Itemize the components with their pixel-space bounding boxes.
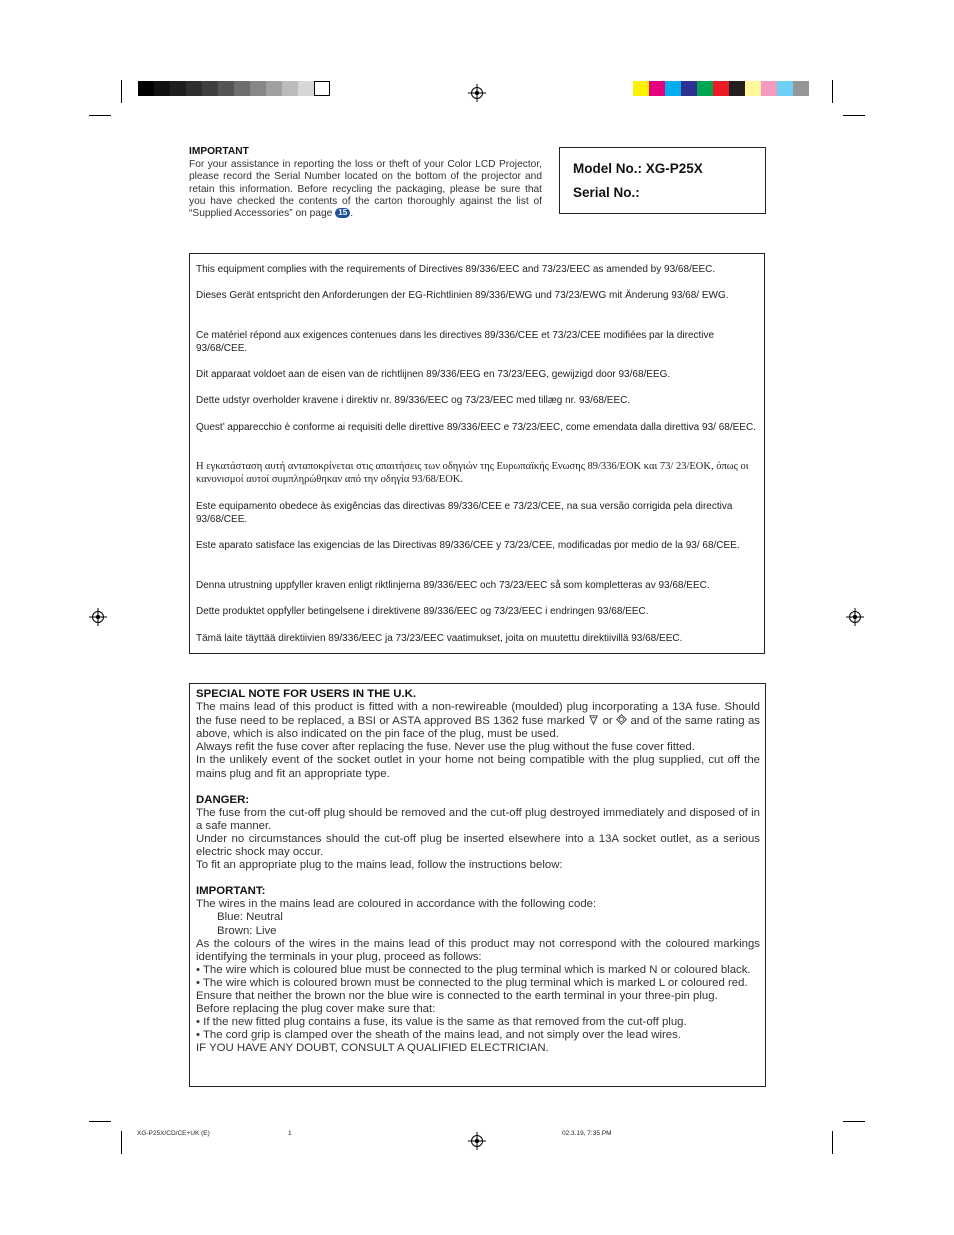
important-paragraph: Before replacing the plug cover make sure that: bbox=[196, 1003, 436, 1016]
crop-mark bbox=[89, 1121, 111, 1122]
important-heading-uk: IMPORTANT: bbox=[196, 885, 266, 898]
footer-timestamp: 02.3.19, 7:35 PM bbox=[562, 1130, 612, 1137]
color-swatch bbox=[234, 81, 250, 96]
color-swatch bbox=[138, 81, 154, 96]
color-swatch bbox=[745, 81, 761, 96]
crop-mark bbox=[832, 80, 833, 103]
bullet-item: • The wire which is coloured blue must be connected to the plug terminal which is marked N or coloured black. bbox=[196, 963, 751, 976]
color-swatch bbox=[633, 81, 649, 96]
directive-italian: Quest’ apparecchio è conforme ai requisiti delle direttive 89/336/EEC e 73/23/EEC, come emendata dalla direttiva 93/ 68/EEC. bbox=[196, 422, 756, 433]
color-swatch bbox=[266, 81, 282, 96]
wire-code-brown: Brown: Live bbox=[217, 924, 277, 937]
danger-paragraph: Under no circumstances should the cut-off plug be inserted elsewhere into a 13A socket outlet, as a serious electric shock may occur. bbox=[196, 832, 760, 859]
important-paragraph: As the colours of the wires in the mains lead of this product may not correspond with the coloured markings identifying the terminals in your plug, proceed as follows: bbox=[196, 937, 760, 963]
bsi-kitemark-icon bbox=[588, 714, 599, 725]
color-swatch bbox=[314, 81, 330, 96]
danger-heading: DANGER: bbox=[196, 793, 250, 806]
color-swatch bbox=[793, 81, 809, 96]
color-swatch bbox=[170, 81, 186, 96]
bullet-item: • The wire which is coloured brown must be connected to the plug terminal which is marked L or coloured red. bbox=[196, 976, 748, 989]
bullet-item: • The cord grip is clamped over the sheath of the mains lead, and not simply over the lead wires. bbox=[196, 1029, 681, 1042]
color-swatch bbox=[761, 81, 777, 96]
crop-mark bbox=[843, 115, 865, 116]
bullet-item: • If the new fitted plug contains a fuse, its value is the same as that removed from the cut-off plug. bbox=[196, 1016, 687, 1029]
important-paragraph: The wires in the mains lead are coloured in accordance with the following code: bbox=[196, 898, 597, 911]
crop-mark bbox=[89, 115, 111, 116]
footer-page-number: 1 bbox=[288, 1130, 292, 1137]
directive-greek: Η εγκατάσταση αυτή ανταποκρίνεται στις απαιτήσεις των οδηγιών της Ευρωπαϊκής Ενωσης 89/336/ΕΟΚ και 73/ 23/ΕΟΚ, όπως οι κανονισμοί αυτοί συμπληρώθηκαν από την οδηγία 93/68/ΕΟΚ. bbox=[196, 461, 749, 485]
color-swatch bbox=[729, 81, 745, 96]
color-swatch bbox=[777, 81, 793, 96]
important-text: For your assistance in reporting the loss or theft of your Color LCD Projector, please record the Serial Number located on the bottom of the projector and retain this information. Before recycling the packaging, please be sure that you have checked the contents of the carton thoroughly against the list of “Supplied Accessories” on page 15 . bbox=[189, 159, 542, 220]
color-swatch bbox=[649, 81, 665, 96]
uk-paragraph: The mains lead of this product is fitted with a non-rewireable (moulded) plug incorporating a 13A fuse. Should the fuse need to be replaced, a BSI or ASTA approved BS 1362 fuse marked or and of the same rating as above, which is also indicated on the pin face of the plug, must be used. bbox=[196, 701, 761, 741]
directive-swedish: Denna utrustning uppfyller kraven enligt riktlinjerna 89/336/EEC och 73/23/EEC så som kompletteras av 93/68/EEC. bbox=[196, 580, 710, 591]
color-swatch bbox=[298, 81, 314, 96]
color-swatch bbox=[154, 81, 170, 96]
page-reference-badge: 15 bbox=[335, 208, 350, 218]
asta-mark-icon bbox=[616, 714, 627, 725]
directive-english: This equipment complies with the requirements of Directives 89/336/EEC and 73/23/EEC as amended by 93/68/EEC. bbox=[196, 264, 716, 275]
registration-mark-icon bbox=[846, 608, 864, 626]
final-warning: IF YOU HAVE ANY DOUBT, CONSULT A QUALIFIED ELECTRICIAN. bbox=[196, 1042, 549, 1055]
color-swatch bbox=[697, 81, 713, 96]
color-swatch bbox=[665, 81, 681, 96]
crop-mark bbox=[843, 1121, 865, 1122]
ce-directives-box bbox=[189, 253, 765, 654]
crop-mark bbox=[832, 1131, 833, 1154]
directive-german: Dieses Gerät entspricht den Anforderungen der EG-Richtlinien 89/336/EWG und 73/23/EWG mit Änderung 93/68/ EWG. bbox=[196, 290, 729, 301]
color-swatch bbox=[713, 81, 729, 96]
danger-paragraph: The fuse from the cut-off plug should be removed and the cut-off plug destroyed immediately and disposed of in a safe manner. bbox=[196, 806, 760, 832]
directive-finnish: Tämä laite täyttää direktiivien 89/336/EEC ja 73/23/EEC vaatimukset, joita on muutettu direktiivillä 93/68/EEC. bbox=[196, 633, 683, 644]
crop-mark bbox=[121, 80, 122, 103]
wire-code-blue: Blue: Neutral bbox=[217, 911, 283, 924]
crop-mark bbox=[121, 1131, 122, 1154]
serial-number: Serial No.: bbox=[573, 185, 640, 200]
directive-portuguese: Este equipamento obedece às exigências das directivas 89/336/CEE e 73/23/CEE, na sua versão corrigida pela directiva 93/68/CEE. bbox=[196, 501, 733, 525]
color-swatch bbox=[202, 81, 218, 96]
color-swatch bbox=[681, 81, 697, 96]
directive-dutch: Dit apparaat voldoet aan de eisen van de richtlijnen 89/336/EEG en 73/23/EEG, gewijzigd door 93/68/EEG. bbox=[196, 369, 671, 380]
directive-danish: Dette udstyr overholder kravene i direktiv nr. 89/336/EEC og 73/23/EEC med tillæg nr. 93/68/EEC. bbox=[196, 395, 631, 406]
color-swatch bbox=[250, 81, 266, 96]
model-number: Model No.: XG-P25X bbox=[573, 161, 703, 176]
color-swatch bbox=[282, 81, 298, 96]
registration-mark-icon bbox=[468, 1132, 486, 1150]
directive-norwegian: Dette produktet oppfyller betingelsene i direktivene 89/336/EEC og 73/23/EEC i endringen 93/68/EEC. bbox=[196, 606, 649, 617]
important-heading: IMPORTANT bbox=[189, 146, 249, 157]
registration-mark-icon bbox=[468, 84, 486, 102]
model-serial-box bbox=[559, 147, 766, 214]
color-calibration-bar bbox=[633, 81, 809, 96]
footer-filename: XG-P25X/CD/CE+UK (E) bbox=[137, 1130, 210, 1137]
registration-mark-icon bbox=[89, 608, 107, 626]
grayscale-bar bbox=[138, 81, 330, 96]
color-swatch bbox=[186, 81, 202, 96]
uk-paragraph: In the unlikely event of the socket outlet in your home not being compatible with the plug supplied, cut off the mains plug and fit an appropriate type. bbox=[196, 754, 760, 780]
danger-paragraph: To fit an appropriate plug to the mains lead, follow the instructions below: bbox=[196, 859, 563, 872]
important-paragraph: Ensure that neither the brown nor the blue wire is connected to the earth terminal in your three-pin plug. bbox=[196, 989, 718, 1002]
uk-special-note-box bbox=[189, 683, 766, 1087]
directive-french: Ce matériel répond aux exigences contenues dans les directives 89/336/CEE et 73/23/CEE modifiées par la directive 93/68/CEE. bbox=[196, 330, 715, 354]
important-note bbox=[189, 146, 542, 220]
uk-heading: SPECIAL NOTE FOR USERS IN THE U.K. bbox=[196, 688, 417, 700]
directive-spanish: Este aparato satisface las exigencias de las Directivas 89/336/CEE y 73/23/CEE, modificadas por medio de la 93/ 68/CEE. bbox=[196, 540, 740, 551]
uk-paragraph: Always refit the fuse cover after replacing the fuse. Never use the plug without the fuse cover fitted. bbox=[196, 741, 695, 754]
color-swatch bbox=[218, 81, 234, 96]
